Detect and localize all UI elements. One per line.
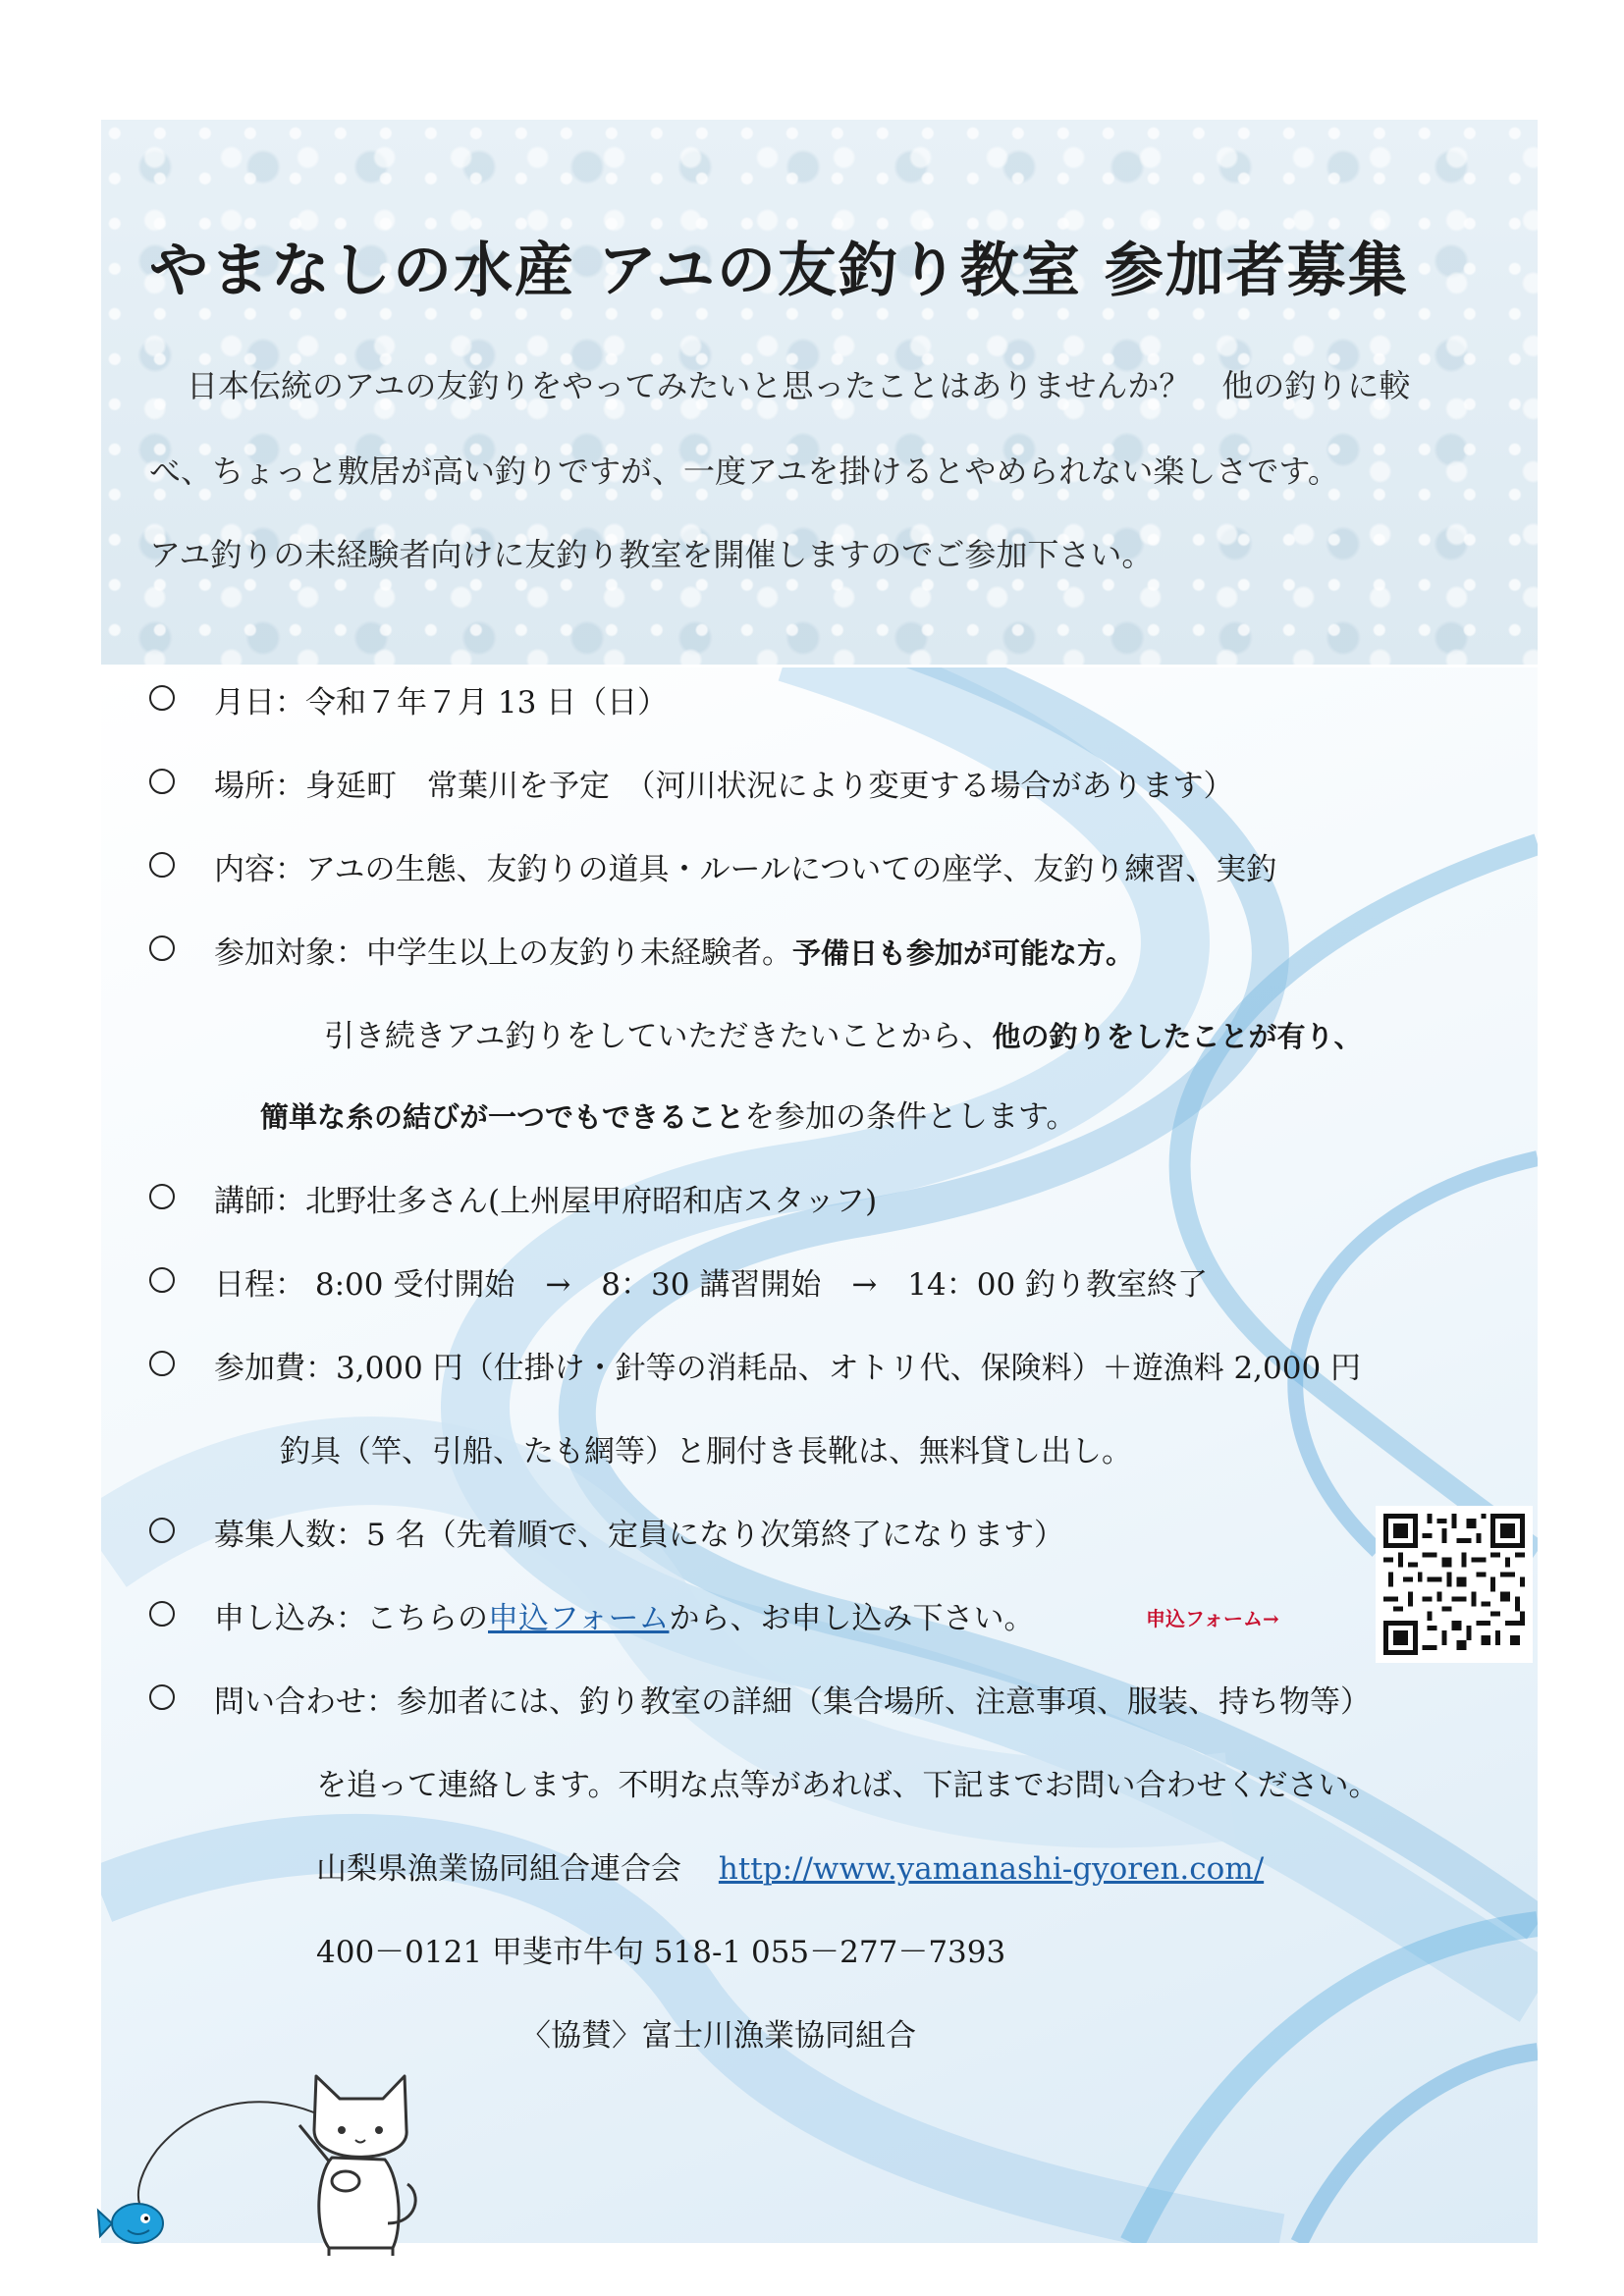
fish-icon [98,2204,163,2243]
list-item-inquiry: 問い合わせ：参加者には、釣り教室の詳細（集合場所、注意事項、服装、持ち物等） [0,1677,1624,1726]
apply-form-arrow-note: 申込フォーム→ [1146,1607,1279,1630]
target-line-2: 引き続きアユ釣りをしていただきたいことから、他の釣りをしたことが有り、 [324,1019,1363,1054]
bullet-circle-icon [149,1184,175,1209]
bullet-circle-icon [149,1518,175,1543]
list-item-date: 月日：令和７年７月 13 日（日） [0,677,1624,726]
intro-line-2: べ、ちょっと敷居が高い釣りですが、一度アユを掛けるとやめられない楽しさです。 [149,453,1339,490]
apply-form-link[interactable]: 申込フォーム [488,1601,670,1636]
page-title: やまなしの水産 アユの友釣り教室 参加者募集 [149,237,1409,305]
org-website-link[interactable]: http://www.yamanashi-gyoren.com/ [718,1851,1265,1887]
target-condition-bold: 予備日も参加が可能な方。 [792,936,1135,970]
list-item-place: 場所：身延町 常葉川を予定 （河川状況により変更する場合があります） [0,761,1624,810]
bullet-circle-icon [149,1601,175,1627]
org-name: 山梨県漁業協同組合連合会 [316,1851,681,1887]
org-address: 400－0121 甲斐市牛句 518-1 055－277－7393 [316,1935,1006,1970]
list-item-fee: 参加費：3,000 円（仕掛け・針等の消耗品、オトリ代、保険料）＋遊漁料 2,000 円 [0,1343,1624,1392]
fishing-line-icon [138,2102,339,2204]
sponsor: 〈協賛〉富士川漁業協同組合 [520,2018,916,2054]
bullet-circle-icon [149,1351,175,1376]
org-contact [0,1843,1624,1893]
list-item-instructor: 講師：北野壮多さん(上州屋甲府昭和店スタッフ) [0,1176,1624,1225]
qr-code-icon[interactable] [1376,1506,1533,1663]
list-item-apply: 申し込み：こちらの申込フォームから、お申し込み下さい。 [0,1593,1624,1642]
bullet-circle-icon [149,1684,175,1710]
list-item-target: 参加対象：中学生以上の友釣り未経験者。予備日も参加が可能な方。 [0,928,1624,977]
cat-icon [314,2076,415,2256]
intro-line-3: アユ釣りの未経験者向けに友釣り教室を開催しますのでご参加下さい。 [149,536,1154,573]
cat-fishing-illustration [88,2002,432,2258]
bullet-circle-icon [149,852,175,878]
list-item-schedule: 日程： 8:00 受付開始 → 8：30 講習開始 → 14：00 釣り教室終了 [0,1259,1624,1308]
inquiry-line-2: を追って連絡します。不明な点等があれば、下記までお問い合わせください。 [316,1768,1380,1803]
list-item-capacity: 募集人数：5 名（先着順で、定員になり次第終了になります） [0,1510,1624,1559]
intro-line-1: 日本伝統のアユの友釣りをやってみたいと思ったことはありませんか？ 他の釣りに較 [187,367,1411,404]
bullet-circle-icon [149,935,175,961]
bullet-circle-icon [149,769,175,794]
fee-note: 釣具（竿、引船、たも網等）と胴付き長靴は、無料貸し出し。 [280,1434,1132,1469]
list-item-content: 内容：アユの生態、友釣りの道具・ルールについての座学、友釣り練習、実釣 [0,844,1624,893]
target-line-3: 簡単な糸の結びが一つでもできることを参加の条件とします。 [260,1099,1077,1135]
bullet-circle-icon [149,685,175,711]
bullet-circle-icon [149,1267,175,1293]
